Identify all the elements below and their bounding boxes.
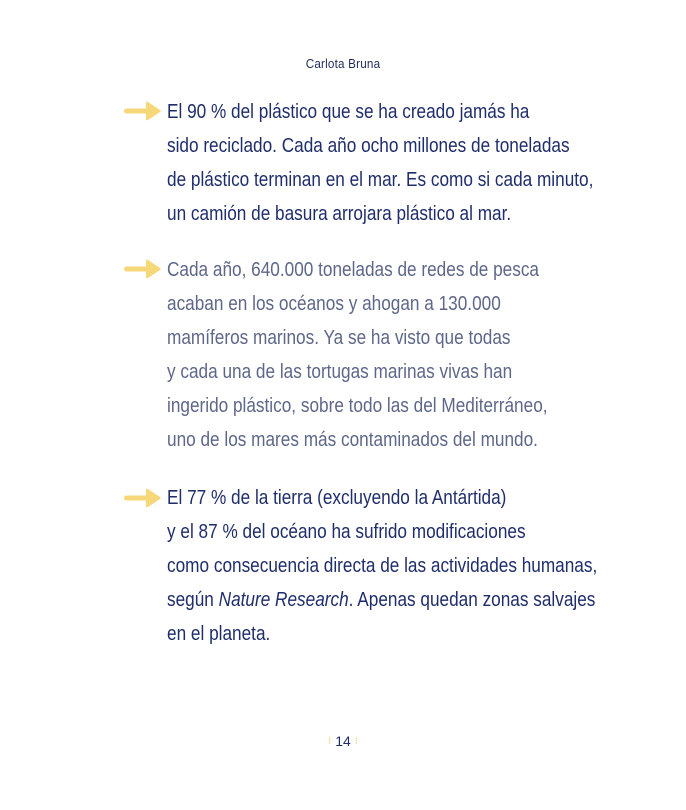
- citation-source: Nature Research: [218, 589, 349, 611]
- paragraph-line: mamíferos marinos. Ya se ha visto que todas: [167, 327, 511, 349]
- text-after-citation: . Apenas quedan zonas salvajes: [348, 589, 596, 611]
- paragraph-line: El 77 % de la tierra (excluyendo la Antártida): [167, 487, 507, 509]
- footer-ornament-right: ⁝: [354, 736, 358, 747]
- paragraph-line: de plástico terminan en el mar. Es como si cada minuto,: [167, 169, 594, 191]
- paragraph-line: en el planeta.: [167, 623, 271, 645]
- footer-ornament-left: ⁝: [328, 736, 332, 747]
- paragraph-line-with-citation: [167, 583, 596, 617]
- paragraph-line: y cada una de las tortugas marinas vivas han: [167, 361, 513, 383]
- paragraph-line: y el 87 % del océano ha sufrido modificaciones: [167, 521, 526, 543]
- paragraph-line: como consecuencia directa de las actividades humanas,: [167, 555, 598, 577]
- arrow-right-icon: [122, 99, 162, 123]
- paragraph-line: sido reciclado. Cada año ocho millones de toneladas: [167, 135, 570, 157]
- paragraph-line: acaban en los océanos y ahogan a 130.000: [167, 293, 501, 315]
- fact-paragraph-land-modification: [167, 481, 598, 651]
- paragraph-line: Cada año, 640.000 toneladas de redes de pesca: [167, 259, 540, 281]
- page-number: 14: [335, 733, 351, 749]
- arrow-right-icon: [122, 257, 162, 281]
- text-before-citation: según: [167, 589, 219, 611]
- fact-paragraph-fishing-nets: [167, 253, 567, 457]
- page-footer: [0, 733, 686, 749]
- fact-paragraph-plastic-recycling: [167, 95, 594, 231]
- paragraph-line: uno de los mares más contaminados del mundo.: [167, 429, 538, 451]
- arrow-right-icon: [122, 486, 162, 510]
- running-header-author: Carlota Bruna: [305, 56, 381, 71]
- paragraph-line: ingerido plástico, sobre todo las del Mediterráneo,: [167, 395, 548, 417]
- paragraph-line: El 90 % del plástico que se ha creado jamás ha: [167, 101, 530, 123]
- paragraph-line: un camión de basura arrojara plástico al mar.: [167, 203, 512, 225]
